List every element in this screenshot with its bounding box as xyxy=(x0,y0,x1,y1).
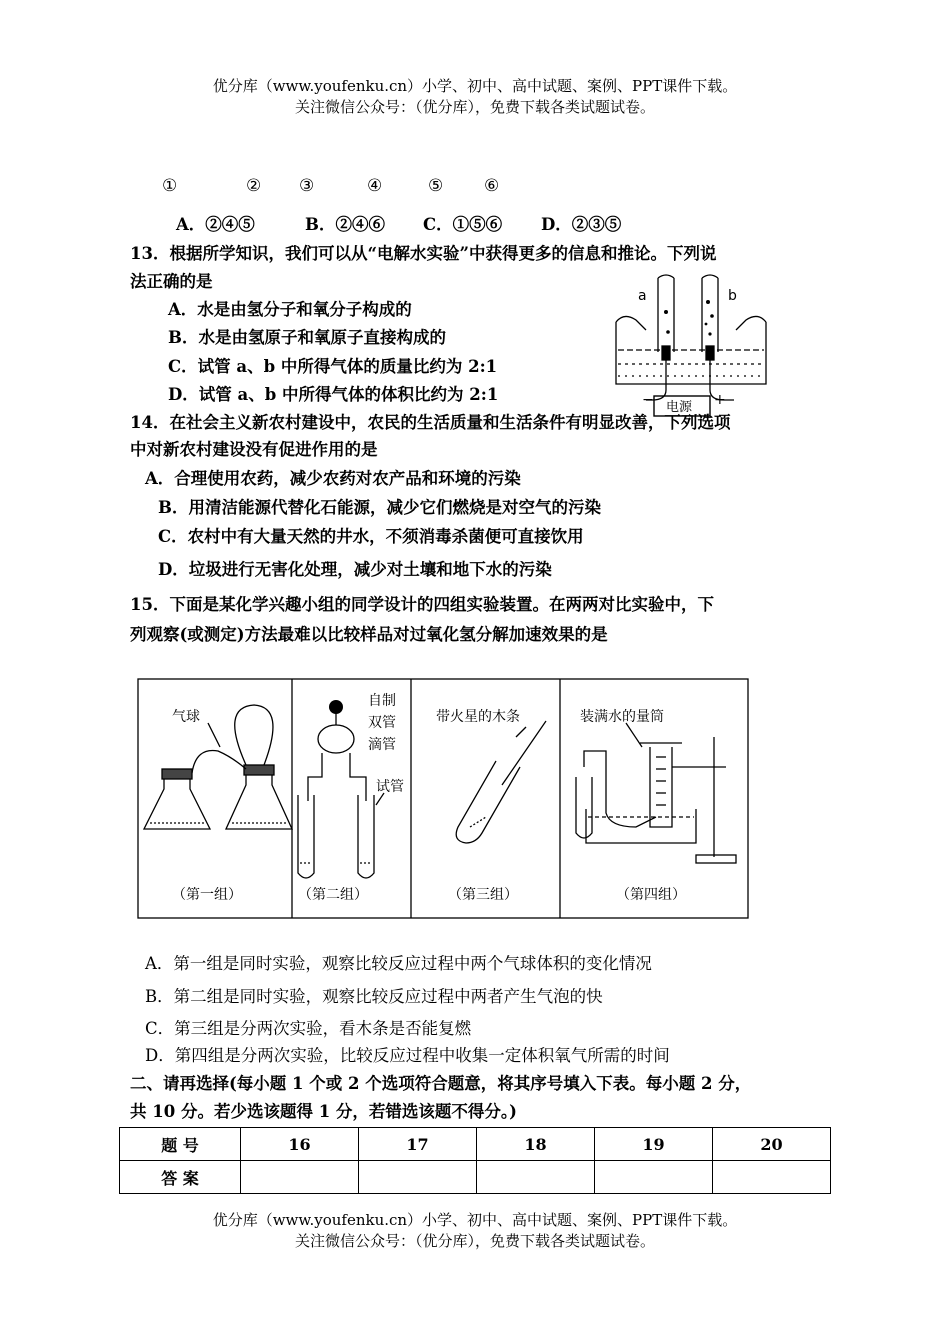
answer-table xyxy=(119,1127,831,1194)
group4-cylinder-label: 装满水的量筒 xyxy=(580,709,664,725)
q12-marker-5: ⑤ xyxy=(428,176,444,196)
q13-option-a: A．水是由氢分子和氧分子构成的 xyxy=(168,300,412,319)
q15-option-b: B．第二组是同时实验，观察比较反应过程中两者产生气泡的快 xyxy=(145,987,603,1006)
q12-option-d: D．②③⑤ xyxy=(541,215,622,234)
power-minus-label: − xyxy=(642,392,654,408)
power-plus-label: + xyxy=(714,392,726,408)
answer-cell-18[interactable] xyxy=(477,1161,595,1194)
question-number-18: 18 xyxy=(477,1128,595,1161)
header-line-1: 优分库（www.youfenku.cn）小学、初中、高中试题、案例、PPT课件下载。 xyxy=(212,77,738,95)
table-row-numbers xyxy=(120,1128,831,1161)
q14-option-d: D．垃圾进行无害化处理，减少对土壤和地下水的污染 xyxy=(158,560,552,579)
group4-caption: （第四组） xyxy=(616,887,686,903)
q14-stem-2: 中对新农村建设没有促进作用的是 xyxy=(130,440,378,459)
header-line-2: 关注微信公众号：（优分库），免费下载各类试题试卷。 xyxy=(294,98,655,116)
question-number-16: 16 xyxy=(241,1128,359,1161)
q12-marker-2: ② xyxy=(246,176,262,196)
tube-a-label: a xyxy=(638,288,647,304)
answer-cell-20[interactable] xyxy=(713,1161,831,1194)
experiment-figure xyxy=(136,677,750,920)
q13-stem-2: 法正确的是 xyxy=(130,272,213,291)
q12-marker-3: ③ xyxy=(299,176,315,196)
q12-marker-4: ④ xyxy=(367,176,383,196)
group3-splint-label: 带火星的木条 xyxy=(436,709,520,725)
q12-option-a: A．②④⑤ xyxy=(176,215,255,234)
row-label-number: 题 号 xyxy=(120,1128,241,1161)
q14-stem-1: 14．在社会主义新农村建设中，农民的生活质量和生活条件有明显改善，下列选项 xyxy=(130,413,731,432)
q14-option-c: C．农村中有大量天然的井水，不须消毒杀菌便可直接饮用 xyxy=(158,527,584,546)
question-number-20: 20 xyxy=(713,1128,831,1161)
group2-label-3: 滴管 xyxy=(368,737,396,753)
q12-option-b: B．②④⑥ xyxy=(305,215,385,234)
table-row-answers xyxy=(120,1161,831,1194)
page-footer xyxy=(0,1210,950,1252)
section2-instructions-1: 二、请再选择(每小题 1 个或 2 个选项符合题意，将其序号填入下表。每小题 2 分， xyxy=(130,1074,752,1093)
group2-label-4: 试管 xyxy=(376,779,404,795)
page-header xyxy=(0,76,950,118)
answer-cell-19[interactable] xyxy=(595,1161,713,1194)
q12-markers xyxy=(0,174,950,198)
group1-caption: （第一组） xyxy=(172,887,242,903)
group1-balloon-label: 气球 xyxy=(172,709,200,725)
group2-label-2: 双管 xyxy=(368,715,396,731)
q13-stem-1: 13．根据所学知识，我们可以从“电解水实验”中获得更多的信息和推论。下列说 xyxy=(130,244,717,263)
q14-option-b: B．用清洁能源代替化石能源，减少它们燃烧是对空气的污染 xyxy=(158,498,601,517)
footer-line-1: 优分库（www.youfenku.cn）小学、初中、高中试题、案例、PPT课件下载。 xyxy=(212,1211,738,1229)
q13-option-c: C．试管 a、b 中所得气体的质量比约为 2:1 xyxy=(168,357,498,376)
q15-option-a: A．第一组是同时实验，观察比较反应过程中两个气球体积的变化情况 xyxy=(145,954,652,973)
group2-caption: （第二组） xyxy=(298,887,368,903)
answer-cell-17[interactable] xyxy=(359,1161,477,1194)
question-number-19: 19 xyxy=(595,1128,713,1161)
electrolysis-figure xyxy=(606,272,776,424)
q12-options xyxy=(0,213,950,237)
q15-option-d: D．第四组是分两次实验，比较反应过程中收集一定体积氧气所需的时间 xyxy=(145,1046,670,1065)
footer-line-2: 关注微信公众号：（优分库），免费下载各类试题试卷。 xyxy=(294,1232,655,1250)
q12-marker-6: ⑥ xyxy=(484,176,500,196)
section2-instructions-2: 共 10 分。若少选该题得 1 分，若错选该题不得分。) xyxy=(130,1102,517,1121)
q15-stem-2: 列观察(或测定)方法最难以比较样品对过氧化氢分解加速效果的是 xyxy=(130,625,608,644)
q12-option-c: C．①⑤⑥ xyxy=(423,215,503,234)
answer-cell-16[interactable] xyxy=(241,1161,359,1194)
q15-stem-1: 15．下面是某化学兴趣小组的同学设计的四组实验装置。在两两对比实验中，下 xyxy=(130,595,714,614)
q15-option-c: C．第三组是分两次实验，看木条是否能复燃 xyxy=(145,1019,472,1038)
group3-caption: （第三组） xyxy=(448,887,518,903)
q13-option-d: D．试管 a、b 中所得气体的体积比约为 2:1 xyxy=(168,385,499,404)
q12-marker-1: ① xyxy=(162,176,178,196)
power-source-label: 电源 xyxy=(666,400,693,415)
question-number-17: 17 xyxy=(359,1128,477,1161)
group2-label-1: 自制 xyxy=(368,693,396,709)
tube-b-label: b xyxy=(728,288,737,304)
row-label-answer: 答 案 xyxy=(120,1161,241,1194)
q13-option-b: B．水是由氢原子和氧原子直接构成的 xyxy=(168,328,446,347)
q14-option-a: A．合理使用农药，减少农药对农产品和环境的污染 xyxy=(145,469,521,488)
